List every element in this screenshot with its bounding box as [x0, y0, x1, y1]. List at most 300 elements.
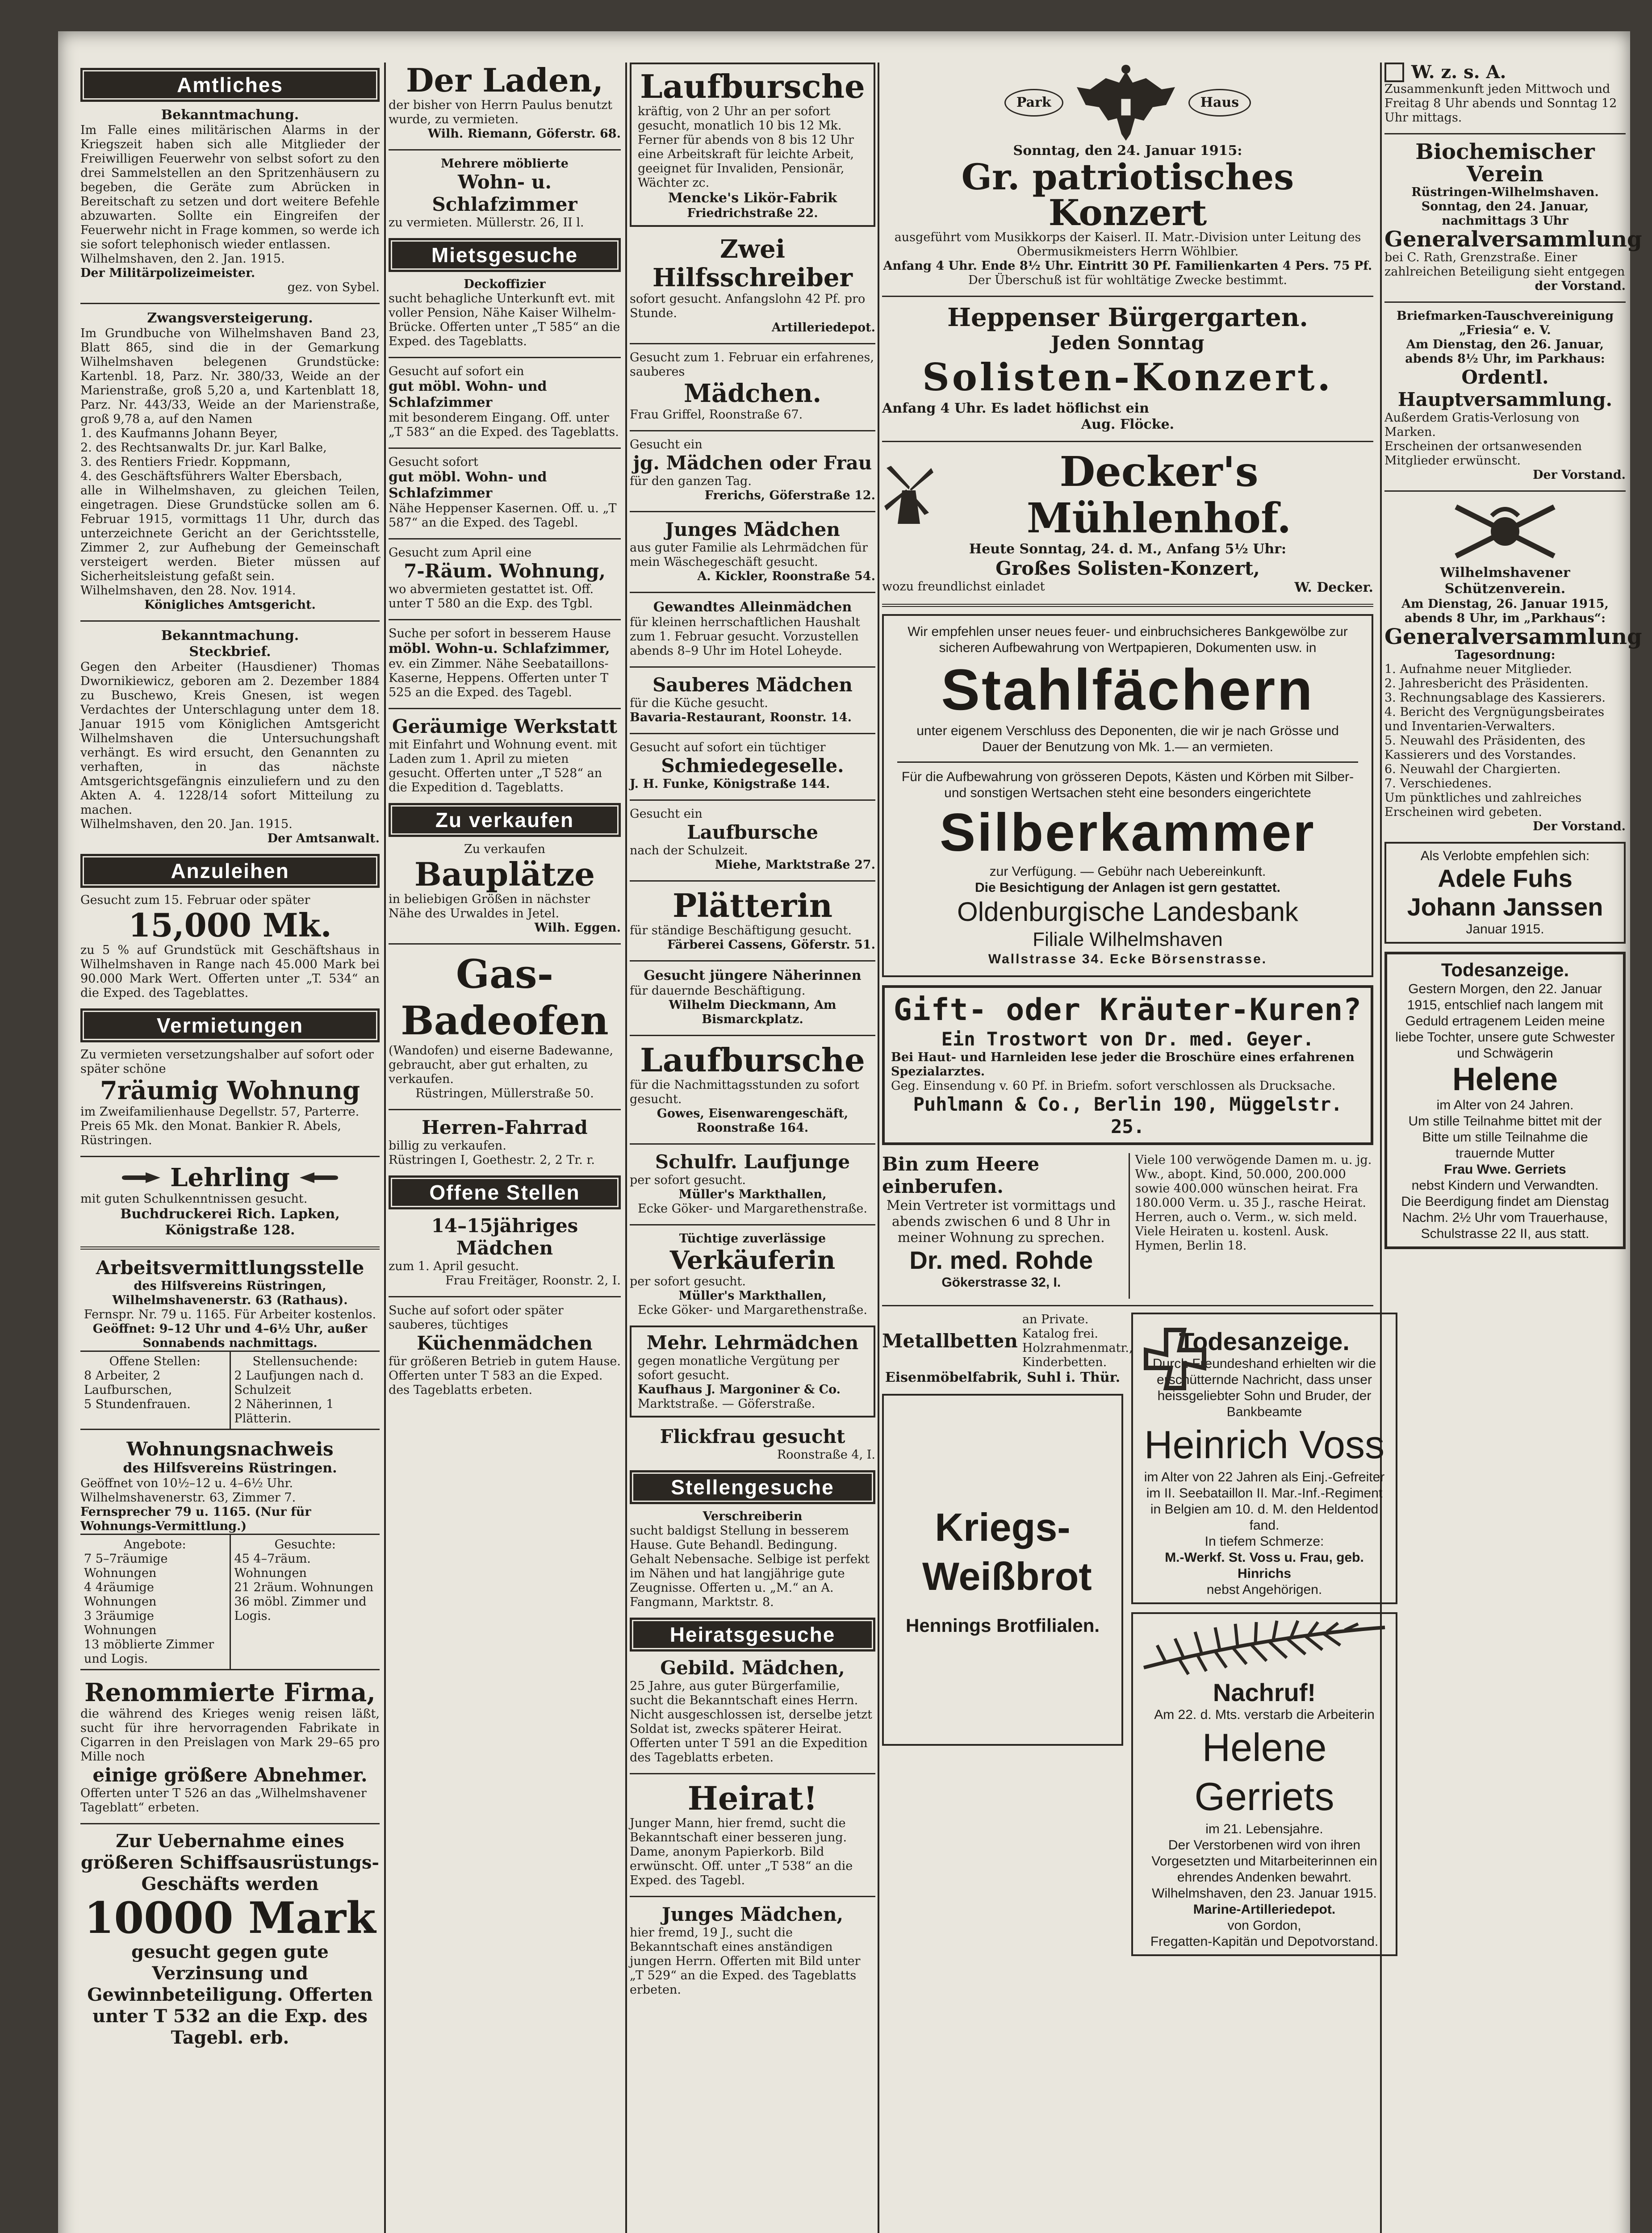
ad-headline: Laufbursche	[687, 821, 818, 843]
ad-text: Bei Haut- und Harnleiden lese jeder die Broschüre eines erfahrenen Spezialarztes.	[891, 1050, 1355, 1079]
column-4	[882, 63, 1385, 1964]
ad-text: Zur Uebernahme eines größeren Schiffsausrüstungs-Geschäfts werden	[81, 1831, 379, 1894]
ad-headline: Kriegs-Weißbrot	[922, 1505, 1092, 1598]
list-item: 6. Neuwahl der Chargierten.	[1384, 762, 1561, 776]
ad-signature: Marine-Artilleriedepot.	[1193, 1902, 1336, 1917]
ad-text: kräftig, von 2 Uhr an per sofort gesucht, monatlich 10 bis 12 Mk. Ferner für abends von 8 bis 12 Uhr eine Arbeitskraft für leichte Arbeit, geeignet für Invaliden, Pensionär, Wächter zc.	[638, 105, 854, 190]
list-item: 7. Verschiedenes.	[1384, 777, 1492, 790]
ad-text: zu 5 % auf Grundstück mit Geschäftshaus in Wilhelmshaven in Range nach 45.000 Mark bei 90.000 Mark Wert. Offerten unter „T. 534“ an die Exped. des Tageblattes.	[80, 943, 380, 1000]
ad-text: bei C. Rath, Grenzstraße. Einer zahlreichen Beteiligung sieht entgegen	[1384, 251, 1625, 279]
ad-flickfrau	[630, 1426, 875, 1462]
ad-junges-maedchen	[630, 519, 875, 584]
ad-address: Rüstringen I, Goethestr. 2, 2 Tr. r.	[389, 1153, 595, 1167]
ad-text: Um pünktliches und zahlreiches Erscheinen wird gebeten.	[1384, 791, 1582, 819]
ad-text: Außerdem Gratis-Verlosung von Marken.	[1384, 411, 1580, 439]
column-rule	[878, 63, 879, 2233]
ad-headline: Gewandtes Alleinmädchen	[653, 599, 852, 615]
ad-headline: Mädchen.	[683, 379, 822, 408]
housing-table	[80, 1534, 380, 1670]
ad-signature: nebst Kindern und Verwandten.	[1411, 1178, 1599, 1193]
ad-headline: gut möbl. Wohn- und Schlafzimmer	[389, 379, 547, 410]
notice-date: Wilhelmshaven, den 2. Jan. 1915.	[80, 252, 285, 266]
ad-text: der bisher von Herrn Paulus benutzt wurde, zu vermieten.	[389, 98, 613, 126]
ad-text: für größeren Betrieb in gutem Hause. Offerten unter T 583 an die Exped. des Tageblatts erbeten.	[389, 1355, 621, 1397]
ad-deckoffizier	[389, 277, 621, 349]
list-item: 3. Rechnungsablage des Kassierers.	[1384, 691, 1606, 705]
ad-hilfsschreiber	[630, 235, 875, 335]
ad-headline: Wilhelmshavener Schützenverein.	[1440, 565, 1570, 597]
ad-todesanzeige-voss	[1131, 1313, 1397, 1604]
section-header-heiratsgesuche: Heiratsgesuche	[630, 1618, 875, 1652]
ad-friesia	[1384, 309, 1626, 482]
ad-text: Gesucht ein	[630, 807, 703, 821]
ad-text: aus guter Familie als Lehrmädchen für mein Wäschegeschäft gesucht.	[630, 541, 868, 569]
event-title: Heppenser Bürgergarten.	[947, 303, 1308, 332]
ad-address: Puhlmann & Co., Berlin 190, Müggelstr. 25.	[913, 1093, 1343, 1137]
event-title: Solisten-Konzert.	[922, 355, 1333, 399]
ad-text: für den ganzen Tag.	[630, 474, 752, 488]
ad-headline: Laufbursche	[640, 67, 865, 105]
ad-frau	[630, 438, 875, 503]
bank-branch: Filiale Wilhelmshaven	[1033, 928, 1223, 950]
ad-text: Die Besichtigung der Anlagen ist gern gestattet.	[975, 880, 1280, 895]
ad-text: Gesucht zum 15. Februar oder später	[80, 893, 310, 907]
ad-text: Gesucht ein	[630, 438, 703, 452]
section-header-mietsgesuche: Mietsgesuche	[389, 238, 621, 272]
ad-heirat	[630, 1781, 875, 1888]
ad-headline: Wohn- u. Schlafzimmer	[432, 171, 577, 215]
table-cell: 4 4räumige Wohnungen	[84, 1581, 157, 1609]
ad-junges-maedchen	[630, 1903, 875, 1997]
ad-text: (Wandofen) und eiserne Badewanne, gebraucht, aber gut erhalten, zu verkaufen.	[389, 1044, 614, 1086]
notice-subtitle: Steckbrief.	[189, 644, 271, 660]
ad-text: per sofort gesucht.	[630, 1275, 746, 1288]
ad-text: im Alter von 24 Jahren.	[1436, 1098, 1574, 1112]
ad-text: Zusammenkunft jeden Mittwoch und Freitag 8 Uhr abends und Sonntag 12 Uhr mittags.	[1384, 82, 1617, 125]
table-cell: 8 Arbeiter, 2 Laufburschen,	[84, 1369, 172, 1397]
engaged-name: Adele Fuhs	[1438, 864, 1573, 892]
table-cell: 36 möbl. Zimmer und Logis.	[234, 1595, 367, 1623]
ad-headline: Deckoffizier	[464, 277, 546, 291]
ad-werkstatt	[389, 715, 621, 795]
ad-headline: Biochemischer Verein	[1415, 139, 1595, 187]
ad-signature: Eisenmöbelfabrik, Suhl i. Thür.	[885, 1370, 1121, 1385]
ad-heppenser	[882, 303, 1373, 433]
ad-signature: Frau Freitäger, Roonstr. 2, I.	[445, 1274, 621, 1288]
ad-stellengesuch	[630, 1510, 875, 1610]
ad-text: Geöffnet von 10½–12 u. 4–6½ Uhr. Wilhelmshavenerstr. 63, Zimmer 7.	[80, 1476, 296, 1505]
ad-subtitle: Ein Trostwort von Dr. med. Geyer.	[941, 1028, 1314, 1050]
ad-laufbursche-mencke	[630, 63, 875, 227]
ad-text: per sofort gesucht.	[630, 1173, 746, 1187]
ad-text: Offerten unter T 526 an das „Wilhelmshavener Tageblatt“ erbeten.	[80, 1786, 367, 1815]
ad-text: billig zu verkaufen.	[389, 1139, 506, 1153]
bank-name: Oldenburgische Landesbank	[957, 897, 1298, 927]
ad-headline: Silberkammer	[940, 803, 1316, 862]
ad-text: im Zweifamilienhause Degellstr. 57, Parterre. Preis 65 Mk. den Monat. Bankier R. Abels, Rüstringen.	[80, 1105, 360, 1147]
pointing-hand-icon	[299, 1169, 339, 1187]
ad-signature: Hennings Brotfilialen.	[905, 1615, 1100, 1636]
ad-text: die während des Krieges wenig reisen läßt, sucht für ihre hervorragenden Fabrikate in Cigarren in den Preislagen von Mark 29–65 pro Mille noch	[80, 1707, 380, 1764]
ad-text: In tiefem Schmerze:	[1204, 1534, 1324, 1549]
ad-signature: Wilh. Riemann, Göferstr. 68.	[427, 127, 621, 141]
ad-address: Friedrichstraße 22.	[687, 206, 818, 220]
ad-text: unter eigenem Verschluss des Deponenten, die wir je nach Grösse und Dauer der Benutzung von Mk. 1.— an vermieten.	[916, 723, 1339, 754]
ad-signature: Dr. med. Rohde	[909, 1246, 1093, 1274]
ad-text: Viele 100 verwögende Damen m. u. jg. Ww., abopt. Kind, 50.000, 200.000 sowie 400.000 wünschen heirat. Fra 180.000 Verm. u. 35 J., rasche Heirat. Herren, auch o. Verm., w. sich meld. Viele Heiraten u. kostenl. Ausk. Hymen, Berlin 18.	[1135, 1153, 1372, 1253]
column-rule	[384, 63, 386, 2233]
ad-headline: Junges Mädchen,	[661, 1903, 844, 1925]
ad-text: nach der Schulzeit.	[630, 844, 748, 857]
eagle-emblem-icon	[1072, 63, 1179, 143]
table-cell: 2 Laufjungen nach d. Schulzeit	[234, 1369, 364, 1397]
ad-lehrmaedchen	[630, 1326, 875, 1418]
list-item: 4. Bericht des Vergnügungsbeirates und Inventarien-Verwalters.	[1384, 705, 1605, 733]
ad-metallbetten	[882, 1313, 1133, 1386]
ad-address: Gökerstrasse 32, I.	[941, 1275, 1061, 1290]
ad-text: Durch Freundeshand erhielten wir die erschütternde Nachricht, dass unser heissgeliebter Sohn und Bruder, der Bankbeamte	[1152, 1356, 1376, 1419]
square-icon	[1384, 63, 1404, 82]
ad-text: sucht baldigst Stellung in besserem Hause. Gute Behandl. Bedingung. Gehalt Nebensache. Selbige ist perfekt im Nähen und hat langjährige gute Zeugnisse. Offerten u. „M.“ an A. Fangmann, Marktstr. 8.	[630, 1524, 870, 1609]
ad-subtitle: des Hilfsvereins Rüstringen, Wilhelmshavenerstr. 63 (Rathaus).	[112, 1279, 348, 1307]
event-text: wozu freundlichst einladet	[882, 580, 1045, 594]
ad-subtitle: Tagesordnung:	[1455, 648, 1556, 662]
ad-signature: Artilleriedepot.	[771, 321, 875, 335]
ad-maedchen	[630, 351, 875, 422]
ad-plaetterin	[630, 888, 875, 952]
ad-headline: Renommierte Firma,	[84, 1678, 376, 1707]
ad-headline: Gas-Badeofen	[401, 951, 609, 1044]
event-date: Sonntag, den 24. Januar 1915:	[1013, 143, 1242, 159]
section-header-amtliches: Amtliches	[80, 68, 380, 102]
ad-text: an Private. Katalog frei. Holzrahmenmatr., Kinderbetten.	[1022, 1313, 1133, 1369]
ad-heiratsgesuch	[630, 1657, 875, 1765]
ad-text: hier fremd, 19 J., sucht die Bekanntschaft eines anständigen jungen Herrn. Offerten mit Bild unter „T 529“ an die Exped. des Tageblatts erbeten.	[630, 1926, 861, 1997]
ad-address: Ecke Göker- und Margarethenstraße.	[637, 1303, 867, 1317]
ad-renommierte-firma	[80, 1678, 380, 1815]
section-header-verkaufen: Zu verkaufen	[389, 803, 621, 837]
bank-address: Wallstrasse 34. Ecke Börsenstrasse.	[988, 952, 1267, 966]
ad-moebl-zimmer	[389, 627, 621, 700]
ad-headline: Plätterin	[672, 887, 833, 924]
ad-signature: Müller's Markthallen,	[678, 1289, 827, 1303]
ad-signature: Gowes, Eisenwarengeschäft, Roonstraße 164.	[657, 1107, 849, 1135]
ad-headline: Generalversammlung	[1384, 227, 1642, 252]
ad-laufbursche	[630, 1042, 875, 1135]
windmill-icon	[882, 464, 936, 526]
ad-text: Am Dienstag, den 26. Januar, abends 8½ Uhr, im Parkhaus:	[1405, 338, 1605, 366]
ad-heere	[882, 1153, 1121, 1291]
ad-nachruf	[1131, 1612, 1397, 1956]
ad-headline: Todesanzeige.	[1441, 959, 1569, 980]
ad-signature: M.-Werkf. St. Voss u. Frau, geb. Hinrichs	[1165, 1550, 1364, 1581]
ad-arbeitsvermittlung	[80, 1257, 380, 1430]
ad-moeblierte-zimmer	[389, 157, 621, 230]
ad-bauplaetze	[389, 842, 621, 935]
ad-verkaeuferin	[630, 1232, 875, 1317]
ad-text: Sonntag, den 24. Januar, nachmittags 3 Uhr	[1421, 200, 1589, 228]
ad-text: für ständige Beschäftigung gesucht.	[630, 924, 852, 937]
column-2	[389, 63, 621, 1405]
ad-text: Tüchtige zuverlässige	[679, 1232, 826, 1246]
ad-text: zur Verfügung. — Gebühr nach Uebereinkunft.	[989, 864, 1266, 879]
ad-headline: Bin zum Heere einberufen.	[882, 1153, 1040, 1197]
ad-date: Wilhelmshaven, den 23. Januar 1915.	[1152, 1886, 1377, 1901]
notice-date: Wilhelmshaven, den 20. Jan. 1915.	[80, 817, 293, 831]
section-header-stellengesuche: Stellengesuche	[630, 1470, 875, 1504]
ad-signature: Fregatten-Kapitän und Depotvorstand.	[1150, 1934, 1379, 1949]
ad-text: Gesucht zum April eine	[389, 546, 532, 560]
ad-address: Rüstringen, Müllerstraße 50.	[415, 1087, 594, 1100]
ad-date: Januar 1915.	[1466, 922, 1544, 937]
table-header: Gesuchte:	[274, 1538, 336, 1551]
table-cell: 7 5–7räumige Wohnungen	[84, 1552, 168, 1580]
ad-text: gegen monatliche Vergütung per sofort gesucht.	[638, 1354, 840, 1382]
ad-kuechenmaedchen	[389, 1304, 621, 1397]
ad-text: gesucht gegen gute Verzinsung und Gewinnbeteiligung. Offerten unter T 532 an die Exp. des Tagebl. erb.	[87, 1941, 373, 2048]
iron-cross-icon	[1142, 1326, 1209, 1392]
ad-text: Junger Mann, hier fremd, sucht die Bekanntschaft einer besseren jung. Dame, anonym Papierkorb. Bild erwünscht. Off. unter „T 538“ an die Exped. des Tagebl.	[630, 1816, 853, 1887]
notice-text: Gegen den Arbeiter (Hausdiener) Thomas Dwornikiewicz, geboren am 2. Dezember 1884 zu Buschewo, Kreis Gnesen, ist wegen Verdachtes der Unterschlagung unter dem 18. Januar 1915 vom Königlichen Amtsgericht Wilhelmshaven die Untersuchungshaft verhängt. Es wird ersucht, den Genannten zu verhaften, in das nächste Amtsgerichtsgefängnis einzuliefern und zu den Akten A. 4. 1228/14 sofort Mitteilung zu machen.	[80, 660, 380, 817]
notice-title: Bekanntmachung.	[161, 628, 299, 644]
ad-headline: Zwei Hilfsschreiber	[652, 234, 853, 293]
ad-text: Nähe Heppenser Kasernen. Off. u. „T 587“ an die Exped. des Tagebl.	[389, 502, 617, 530]
notice-bekanntmachung	[80, 107, 380, 295]
event-date: Heute Sonntag, 24. d. M., Anfang 5½ Uhr:	[969, 541, 1287, 557]
ad-headline: Flickfrau gesucht	[660, 1426, 845, 1447]
park-label: Park	[1004, 89, 1063, 117]
notice-title: Zwangsversteigerung.	[147, 310, 313, 326]
event-text: ausgeführt vom Musikkorps der Kaiserl. II. Matr.-Division unter Leitung des Obermusikmeisters Herrn Wöhlbier.	[894, 230, 1361, 259]
event-title: Gr. patriotisches Konzert	[961, 156, 1294, 234]
list-item: 1. des Kaufmanns Johann Beyer,	[80, 427, 278, 440]
ad-headline: 14–15jähriges Mädchen	[431, 1215, 578, 1259]
event-signature: W. Decker.	[1294, 580, 1373, 595]
ad-text: wo abvermieten gestattet ist. Off. unter T 580 an die Exp. des Tgbl.	[389, 582, 594, 611]
ad-laden	[389, 63, 621, 141]
ad-text: Am 22. d. Mts. verstarb die Arbeiterin	[1154, 1707, 1375, 1722]
table-cell: 5 Stundenfrauen.	[84, 1397, 191, 1411]
ad-text: Wir empfehlen unser neues feuer- und einbruchsicheres Bankgewölbe zur sicheren Aufbewahrung von Wertpapieren, Dokumenten usw. in	[908, 624, 1348, 655]
ad-signature: Kaufhaus J. Margoniner & Co.	[638, 1383, 841, 1397]
ad-text: sucht behagliche Unterkunft evt. mit voller Pension, Nähe Kaiser Wilhelm-Brücke. Offerten unter „T 585“ an die Exped. des Tageblatts.	[389, 292, 620, 348]
ad-signature: Buchdruckerei Rich. Lapken, Königstraße 128.	[120, 1206, 340, 1238]
ad-gas-badeofen	[389, 951, 621, 1101]
ad-headline: 7räumig Wohnung	[100, 1076, 360, 1105]
ad-headline: Arbeitsvermittlungsstelle	[96, 1257, 364, 1279]
ad-anzuleihen	[80, 893, 380, 1000]
notice-title: Bekanntmachung.	[161, 107, 299, 123]
ad-naeherinnen	[630, 968, 875, 1027]
notice-zwangsversteigerung	[80, 310, 380, 612]
ad-kriegs-weissbrot	[882, 1394, 1123, 1746]
ad-headline: Herren-Fahrrad	[422, 1116, 588, 1138]
ad-text: Zu verkaufen	[464, 842, 546, 856]
ad-signature: nebst Angehörigen.	[1206, 1582, 1322, 1597]
notice-steckbrief	[80, 628, 380, 846]
palm-frond-icon	[1139, 1618, 1389, 1677]
ad-landesbank	[882, 614, 1373, 977]
table-cell: 13 möblierte Zimmer und Logis.	[84, 1638, 214, 1666]
ad-text: mit besonderem Eingang. Off. unter „T 583“ an die Exped. des Tageblatts.	[389, 411, 619, 439]
ad-signature: Färberei Cassens, Göferstr. 51.	[667, 938, 875, 952]
ad-signature: Bavaria-Restaurant, Roonstr. 14.	[630, 711, 852, 724]
list-item: 3. des Rentiers Friedr. Koppmann,	[80, 455, 291, 469]
ad-text: für die Küche gesucht.	[630, 696, 768, 710]
ad-headline: Todesanzeige.	[1179, 1327, 1350, 1355]
ad-subtitle: des Hilfsvereins Rüstringen.	[123, 1460, 337, 1476]
ad-schuetzenverein	[1384, 498, 1642, 834]
deceased-name: Helene Gerriets	[1194, 1725, 1334, 1819]
table-header: Angebote:	[123, 1538, 186, 1551]
ad-headline: Der Laden,	[406, 61, 604, 99]
ad-headline: Verkäuferin	[669, 1246, 836, 1275]
ad-signature: Der Vorstand.	[1533, 468, 1626, 482]
deceased-name: Helene	[1452, 1062, 1558, 1097]
list-item: 2. des Rechtsanwalts Dr. jur. Karl Balke,	[80, 441, 327, 455]
ad-alleinmaedchen	[630, 599, 875, 658]
ad-text: Der Verstorbenen wird von ihren Vorgesetzten und Mitarbeiterinnen ein ehrendes Andenken bewahrt.	[1151, 1838, 1377, 1885]
ad-signature: Frau Griffel, Roonstraße 67.	[630, 408, 803, 422]
column-1	[80, 63, 380, 2057]
ad-signature: Frau Wwe. Gerriets	[1444, 1162, 1566, 1177]
ad-text: Suche auf sofort oder später sauberes, tüchtiges	[389, 1304, 564, 1332]
ad-text: Gesucht sofort	[389, 455, 478, 469]
ad-headline: Laufbursche	[640, 1041, 865, 1079]
ad-laufbursche	[630, 807, 875, 872]
ad-headline: Bauplätze	[414, 855, 595, 893]
ad-headline: Gebild. Mädchen,	[660, 1657, 845, 1679]
ad-headline: Gesucht jüngere Näherinnen	[644, 968, 862, 983]
ad-text: für dauernde Beschäftigung.	[630, 984, 806, 998]
ad-gesucht-zimmer	[389, 364, 621, 439]
ad-biochemischer-verein	[1384, 139, 1642, 293]
event-info: Anfang 4 Uhr. Es ladet höflichst ein	[882, 401, 1149, 416]
ad-uebernahme	[80, 1831, 380, 2049]
table-header: Offene Stellen:	[109, 1355, 201, 1368]
ad-address: Roonstraße 4, I.	[777, 1448, 875, 1462]
ad-subtitle: Rüstringen-Wilhelmshaven.	[1411, 185, 1599, 199]
ad-wohnungsnachweis	[80, 1438, 380, 1670]
ad-text: Suche per sofort in besserem Hause	[389, 627, 611, 640]
ad-laufjunge	[630, 1151, 875, 1216]
ad-headline: Küchenmädchen	[417, 1332, 593, 1354]
ad-signature: Wilhelm Dieckmann, Am Bismarckplatz.	[669, 998, 836, 1026]
ad-headline: W. z. s. A.	[1411, 62, 1506, 83]
ad-headline: Lehrling	[170, 1163, 290, 1192]
ad-row	[882, 1153, 1373, 1299]
ad-signature: Mencke's Likör-Fabrik	[668, 190, 837, 206]
ad-text: für kleinen herrschaftlichen Haushalt zum 1. Februar gesucht. Vorzustellen abends 8–9 Uhr im Hotel Loheyde.	[630, 615, 860, 658]
ad-headline: 15,000 Mk.	[128, 906, 332, 944]
ad-address: Ecke Göker- und Margarethenstraße.	[637, 1202, 867, 1216]
ad-headline: Briefmarken-Tauschvereinigung „Friesia“ e. V.	[1397, 309, 1614, 337]
ad-lehrling	[80, 1163, 380, 1238]
ad-signature: Wilh. Eggen.	[534, 921, 621, 935]
ad-text: für die Nachmittagsstunden zu sofort gesucht.	[630, 1078, 859, 1106]
ad-text: Mehrere möblierte	[441, 157, 569, 171]
event-subtitle: Jeden Sonntag	[1051, 332, 1204, 354]
ad-signature: der Vorstand.	[1535, 279, 1626, 293]
job-table	[80, 1351, 380, 1430]
ad-text: Zu vermieten versetzungshalber auf sofort oder später schöne	[80, 1048, 374, 1076]
ad-text: zu vermieten. Müllerstr. 26, II l.	[389, 216, 584, 230]
ad-vermietung	[80, 1048, 380, 1148]
ad-headline: 10000 Mark	[84, 1893, 376, 1943]
ad-signature: Der Vorstand.	[1533, 820, 1626, 833]
event-info: Der Überschuß ist für wohltätige Zwecke bestimmt.	[968, 273, 1287, 287]
ad-wohnung	[389, 546, 621, 611]
ad-headline: möbl. Wohn-u. Schlafzimmer,	[389, 641, 610, 657]
ad-text: Am Dienstag, 26. Januar 1915, abends 8 Uhr, im „Parkhaus“:	[1401, 597, 1609, 625]
notice-signature: Der Militärpolizeimeister.	[80, 266, 255, 280]
ad-text: Geöffnet: 9–12 Uhr und 4–6½ Uhr, außer Sonnabends nachmittags.	[92, 1322, 368, 1350]
ad-headline: Mehr. Lehrmädchen	[646, 1332, 859, 1354]
notice-signature: gez. von Sybel.	[287, 280, 380, 294]
ad-headline: gut möbl. Wohn- und Schlafzimmer	[389, 469, 547, 501]
notice-signature: Der Amtsanwalt.	[267, 832, 380, 845]
ad-headline: Junges Mädchen	[665, 519, 840, 540]
ad-gesucht-zimmer	[389, 455, 621, 530]
ad-text: Für die Aufbewahrung von grösseren Depots, Kästen und Körben mit Silber- und sonstigen Wertsachen steht eine besonders eingerichtete	[901, 769, 1354, 800]
ad-text: Als Verlobte empfehlen sich:	[1420, 849, 1590, 863]
ad-headline: Geräumige Werkstatt	[392, 715, 618, 737]
table-cell: 2 Näherinnen, 1 Plätterin.	[234, 1397, 334, 1426]
ad-verlobung	[1384, 842, 1626, 944]
list-item: 1. Aufnahme neuer Mitglieder.	[1384, 662, 1572, 676]
ad-text: Gesucht zum 1. Februar ein erfahrenes, sauberes	[630, 351, 874, 379]
pointing-hand-icon	[121, 1169, 161, 1187]
ad-signature: Miehe, Marktstraße 27.	[715, 858, 875, 872]
ad-headline: Generalversammlung	[1384, 624, 1642, 649]
event-signature: Aug. Flöcke.	[1081, 417, 1175, 432]
section-header-anzuleihen: Anzuleihen	[80, 854, 380, 888]
section-header-offene-stellen: Offene Stellen	[389, 1175, 621, 1209]
notice-signature: Königliches Amtsgericht.	[144, 598, 316, 612]
ad-decker	[882, 448, 1373, 596]
ad-signature: Frerichs, Göferstraße 12.	[704, 489, 875, 502]
ad-text: ev. ein Zimmer. Nähe Seebataillons-Kaserne, Heppens. Offerten unter T 525 an die Exped. des Tagebl.	[389, 657, 609, 699]
table-cell: 21 2räum. Wohnungen	[234, 1581, 374, 1594]
crossed-rifles-icon	[1447, 498, 1563, 565]
ad-headline: Schmiedegeselle.	[661, 755, 844, 777]
ad-headline: Gift- oder Kräuter-Kuren?	[893, 992, 1362, 1028]
ad-headline: Sauberes Mädchen	[652, 674, 853, 696]
notice-date: Wilhelmshaven, den 28. Nov. 1914.	[80, 584, 296, 598]
ad-signature: Müller's Markthallen,	[678, 1188, 827, 1201]
ad-headline: Metallbetten	[882, 1330, 1018, 1352]
notice-text: Im Grundbuche von Wilhelmshaven Band 23, Blatt 865, sind die in der Gemarkung Wilhelmshaven belegenen Grundstücke: Kartenbl. 18, Parz. Nr. 380/33, Weide an der Marienstraße, groß 5,20 a, und Kartenblatt 18, Parz. Nr. 443/33, Weide an der Marienstraße, groß 9,78 a, auf den Namen	[80, 326, 380, 426]
event-subtitle: Großes Solisten-Konzert,	[995, 557, 1260, 579]
ad-wzsa	[1384, 63, 1626, 125]
ad-kraeuterkuren	[882, 985, 1373, 1145]
event-info: Anfang 4 Uhr. Ende 8½ Uhr. Eintritt 30 Pf. Familienkarten 4 Pers. 75 Pf.	[883, 259, 1372, 273]
deceased-name: Heinrich Voss	[1144, 1422, 1384, 1467]
ad-parkhaus	[882, 63, 1373, 288]
ad-headline: Verschreiberin	[703, 1510, 803, 1523]
haus-label: Haus	[1188, 89, 1251, 117]
section-header-vermietungen: Vermietungen	[80, 1008, 380, 1042]
column-rule	[625, 63, 627, 2233]
ad-text: im Alter von 22 Jahren als Einj.-Gefreiter im II. Seebataillon II. Mar.-Inf.-Regiment in Belgien am 10. d. M. den Heldentod fand.	[1144, 1470, 1385, 1533]
ad-headline: 7-Räum. Wohnung,	[404, 560, 606, 582]
column-3	[630, 63, 875, 2005]
ad-headline: Wohnungsnachweis	[126, 1438, 334, 1460]
ad-headline: Ordentl. Hauptversammlung.	[1397, 366, 1613, 410]
ad-schmiedegeselle	[630, 740, 875, 791]
ad-headline: Stahlfächern	[941, 657, 1314, 722]
ad-text: Gesucht auf sofort ein tüchtiger	[630, 740, 826, 754]
